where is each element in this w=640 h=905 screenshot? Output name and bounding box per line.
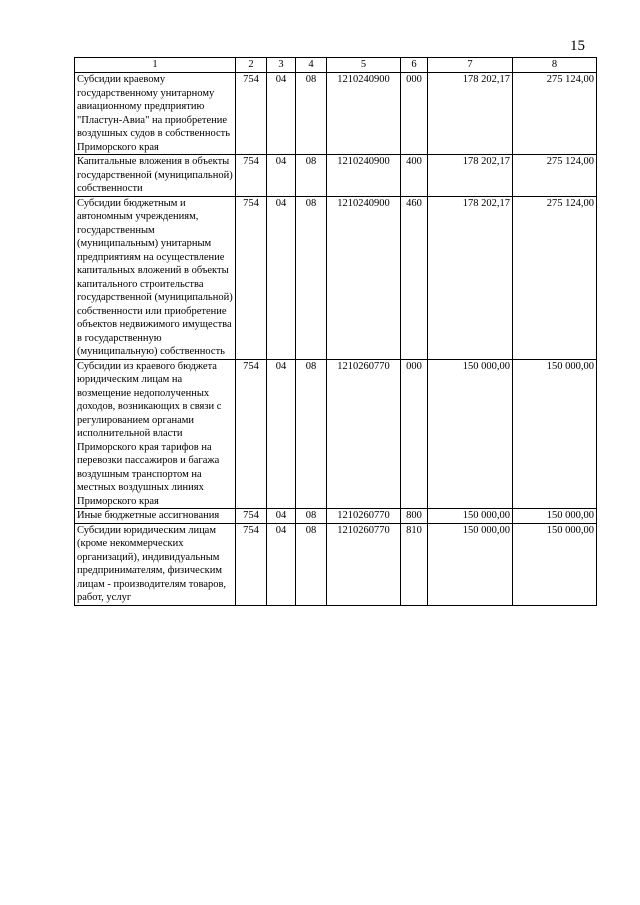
row-amount-2: 150 000,00 [513,359,597,509]
row-type: 460 [401,196,428,359]
row-amount-2: 275 124,00 [513,196,597,359]
table-row [75,509,597,524]
row-target: 1210240900 [327,196,401,359]
header-col-7: 7 [428,58,513,73]
header-col-2: 2 [236,58,267,73]
page-number: 15 [570,38,585,54]
header-col-5: 5 [327,58,401,73]
row-section: 04 [267,359,296,509]
row-subsection: 08 [296,155,327,197]
row-ministry: 754 [236,196,267,359]
row-type: 400 [401,155,428,197]
row-section: 04 [267,196,296,359]
row-type: 000 [401,359,428,509]
row-target: 1210260770 [327,509,401,524]
row-amount-1: 178 202,17 [428,196,513,359]
row-subsection: 08 [296,359,327,509]
row-section: 04 [267,523,296,605]
table-row [75,155,597,197]
row-amount-2: 275 124,00 [513,73,597,155]
row-target: 1210240900 [327,73,401,155]
row-subsection: 08 [296,523,327,605]
row-name: Иные бюджетные ассигнования [75,509,236,524]
row-ministry: 754 [236,73,267,155]
table-row [75,359,597,509]
table-row [75,196,597,359]
row-name: Субсидии из краевого бюджета юридическим лицам на возмещение недополученных доходов, возникающих в связи с регулированием органами исполнительной власти Приморского края тарифов на перевозки пассажиров и багажа воздушным транспортом на местных воздушных линиях Приморского края [75,359,236,509]
row-amount-1: 178 202,17 [428,73,513,155]
row-amount-2: 275 124,00 [513,155,597,197]
row-amount-1: 150 000,00 [428,509,513,524]
header-col-8: 8 [513,58,597,73]
budget-table [74,57,597,606]
row-amount-1: 150 000,00 [428,359,513,509]
row-ministry: 754 [236,155,267,197]
row-type: 000 [401,73,428,155]
row-subsection: 08 [296,73,327,155]
table-row [75,523,597,605]
row-type: 800 [401,509,428,524]
row-amount-1: 150 000,00 [428,523,513,605]
row-section: 04 [267,509,296,524]
row-ministry: 754 [236,359,267,509]
row-subsection: 08 [296,509,327,524]
header-col-1: 1 [75,58,236,73]
header-col-4: 4 [296,58,327,73]
row-target: 1210240900 [327,155,401,197]
row-section: 04 [267,155,296,197]
row-target: 1210260770 [327,359,401,509]
row-name: Субсидии краевому государственному унитарному авиационному предприятию "Пластун-Авиа" на приобретение воздушных судов в собственность Приморского края [75,73,236,155]
header-row [75,58,597,73]
row-section: 04 [267,73,296,155]
row-amount-1: 178 202,17 [428,155,513,197]
row-name: Субсидии юридическим лицам (кроме некоммерческих организаций), индивидуальным предпринимателям, физическим лицам - производителям товаров, работ, услуг [75,523,236,605]
row-amount-2: 150 000,00 [513,509,597,524]
header-col-6: 6 [401,58,428,73]
row-type: 810 [401,523,428,605]
row-name: Субсидии бюджетным и автономным учреждениям, государственным (муниципальным) унитарным предприятиям на осуществление капитальных вложений в объекты капитального строительства государственной (муниципальной) собственности или приобретение объектов недвижимого имущества в государственную (муниципальную) собственность [75,196,236,359]
row-target: 1210260770 [327,523,401,605]
header-col-3: 3 [267,58,296,73]
row-ministry: 754 [236,509,267,524]
row-name: Капитальные вложения в объекты государственной (муниципальной) собственности [75,155,236,197]
row-ministry: 754 [236,523,267,605]
row-amount-2: 150 000,00 [513,523,597,605]
table-row [75,73,597,155]
row-subsection: 08 [296,196,327,359]
